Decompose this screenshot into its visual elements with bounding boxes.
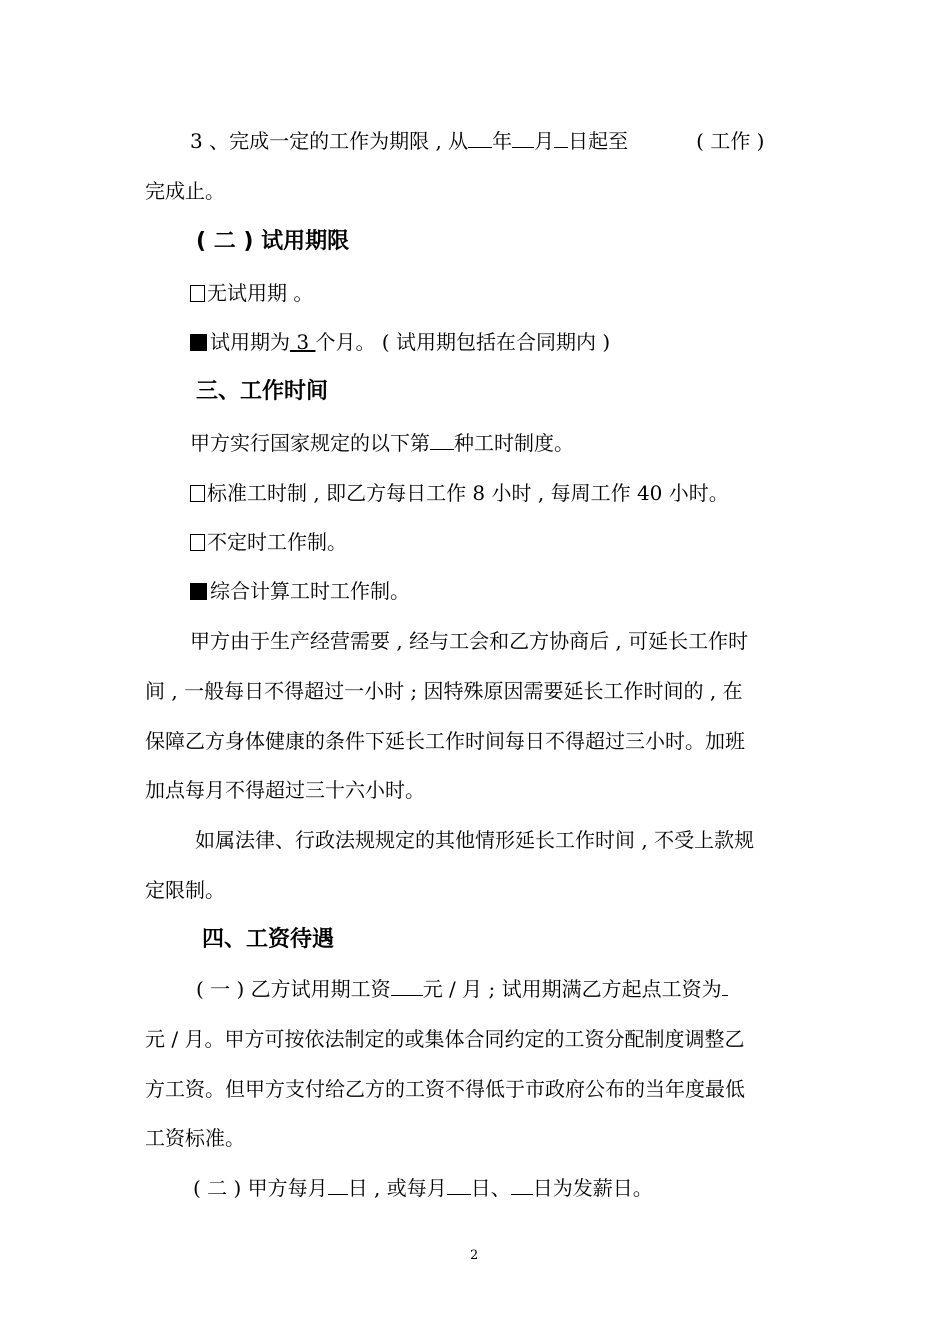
exception-line-2: 定限制。 — [145, 878, 225, 902]
wage-clause-1-line-2: 元 / 月。甲方可按依法制定的或集体合同约定的工资分配制度调整乙 — [145, 1027, 745, 1051]
option-comprehensive-hours: 综合计算工时工作制。 — [190, 578, 410, 604]
overtime-line-4: 加点每月不得超过三十六小时。 — [145, 778, 425, 802]
system-number-blank — [430, 431, 454, 450]
option-no-probation: 无试用期 。 — [190, 280, 313, 306]
probation-wage-blank — [391, 977, 423, 996]
day-blank — [554, 129, 568, 148]
work-time-intro: 甲方实行国家规定的以下第 种工时制度。 — [190, 431, 574, 455]
checkbox-empty-icon[interactable] — [190, 534, 205, 551]
overtime-line-3: 保障乙方身体健康的条件下延长工作时间每日不得超过三小时。加班 — [145, 729, 745, 753]
wage-clause-1-line-4: 工资标准。 — [145, 1126, 245, 1150]
option-flexible-hours: 不定时工作制。 — [190, 529, 347, 555]
heading-probation: ( 二 ) 试用期限 — [196, 229, 350, 254]
option-probation-period: 试用期为 3 个月。 ( 试用期包括在合同期内 ) — [190, 329, 610, 355]
heading-work-time: 三、工作时间 — [196, 379, 329, 404]
exception-line-1: 如属法律、行政法规规定的其他情形延长工作时间 , 不受上款规 — [195, 828, 755, 852]
year-blank — [468, 129, 492, 148]
wage-clause-1-line-1: ( 一 ) 乙方试用期工资 元 / 月 ; 试用期满乙方起点工资为 — [196, 976, 728, 1002]
payday-blank-3 — [511, 1176, 533, 1195]
checkbox-empty-icon[interactable] — [190, 285, 205, 302]
wage-clause-1-line-3: 方工资。但甲方支付给乙方的工资不得低于市政府公布的当年度最低 — [145, 1077, 745, 1101]
checkbox-filled-icon[interactable] — [190, 334, 207, 351]
heading-wages: 四、工资待遇 — [202, 927, 335, 952]
term-clause-3: 3 、完成一定的工作为期限 , 从 年 月 日起至 ( 工作 ) — [190, 129, 765, 153]
checkbox-empty-icon[interactable] — [190, 485, 205, 502]
checkbox-filled-icon[interactable] — [190, 583, 207, 600]
page-number: 2 — [470, 1248, 479, 1263]
term-clause-3-cont: 完成止。 — [145, 179, 225, 203]
option-standard-hours: 标准工时制 , 即乙方每日工作 8 小时 , 每周工作 40 小时。 — [190, 480, 729, 506]
probation-months: 3 — [290, 330, 316, 354]
wage-clause-2: ( 二 ) 甲方每月 日 , 或每月 日、 日为发薪日。 — [193, 1176, 653, 1200]
payday-blank — [328, 1176, 348, 1195]
overtime-line-2: 间 , 一般每日不得超过一小时 ; 因特殊原因需要延长工作时间的 , 在 — [145, 679, 743, 703]
starting-wage-blank — [722, 977, 728, 996]
overtime-line-1: 甲方由于生产经营需要 , 经与工会和乙方协商后 , 可延长工作时 — [190, 629, 749, 653]
payday-blank-2 — [447, 1176, 471, 1195]
month-blank — [512, 129, 534, 148]
